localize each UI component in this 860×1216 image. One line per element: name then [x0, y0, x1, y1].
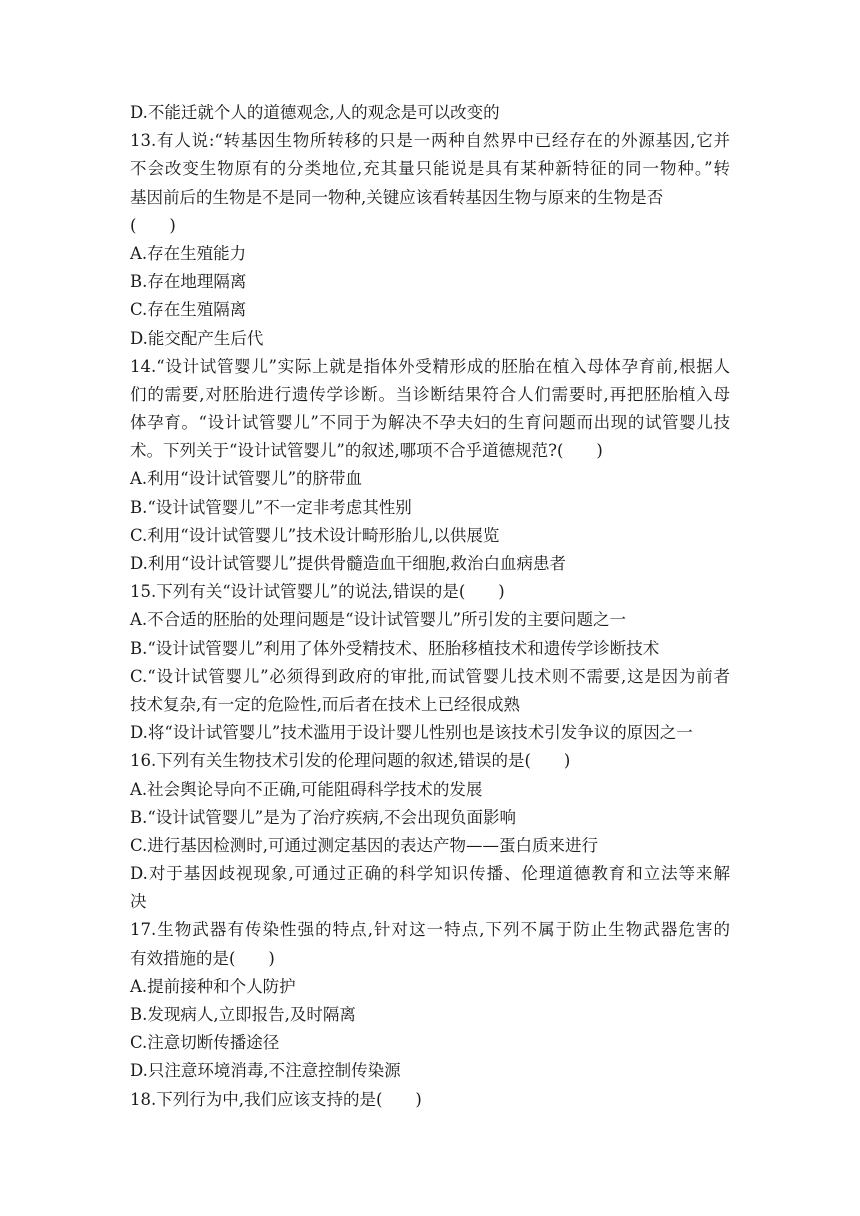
- question-17-stem: 有效措施的是( ): [130, 948, 275, 968]
- option-a: A.利用“设计试管婴儿”的脐带血: [130, 469, 363, 489]
- option-b: B.存在地理隔离: [130, 272, 247, 292]
- question-13-stem: 基因前后的生物是不是同一物种,关键应该看转基因生物与原来的生物是否: [130, 187, 664, 207]
- option-c: 技术复杂,有一定的危险性,而后者在技术上已经很成熟: [130, 694, 520, 714]
- option-c: C.利用“设计试管婴儿”技术设计畸形胎儿,以供展览: [130, 525, 500, 545]
- option-a: A.社会舆论导向不正确,可能阻碍科学技术的发展: [130, 779, 483, 799]
- option-d: 决: [130, 892, 147, 912]
- question-17-stem: 17.生物武器有传染性强的特点,针对这一特点,下列不属于防止生物武器危害的: [130, 920, 730, 940]
- document-page: [130, 99, 730, 1114]
- option-c: C.存在生殖隔离: [130, 300, 247, 320]
- question-16-stem: 16.下列有关生物技术引发的伦理问题的叙述,错误的是( ): [130, 751, 571, 771]
- question-14-stem: 体孕育。“设计试管婴儿”不同于为解决不孕夫妇的生育问题而出现的试管婴儿技: [130, 413, 730, 433]
- option-c: C.进行基因检测时,可通过测定基因的表达产物——蛋白质来进行: [130, 835, 599, 855]
- option-c: C.注意切断传播途径: [130, 1033, 280, 1053]
- question-13-stem: 不会改变生物原有的分类地位,充其量只能说是具有某种新特征的同一物种。”转: [130, 159, 730, 179]
- answer-blank: ( ): [130, 215, 176, 235]
- option-d: D.能交配产生后代: [130, 328, 264, 348]
- option-d: D.对于基因歧视现象,可通过正确的科学知识传播、伦理道德教育和立法等来解: [130, 864, 730, 884]
- option-a: A.不合适的胚胎的处理问题是“设计试管婴儿”所引发的主要问题之一: [130, 610, 627, 630]
- question-13-stem: 13.有人说:“转基因生物所转移的只是一两种自然界中已经存在的外源基因,它并: [130, 131, 730, 151]
- question-14-stem: 们的需要,对胚胎进行遗传学诊断。当诊断结果符合人们需要时,再把胚胎植入母: [130, 384, 730, 404]
- option-d: D.只注意环境消毒,不注意控制传染源: [130, 1061, 401, 1081]
- option-d: D.利用“设计试管婴儿”提供骨髓造血干细胞,救治白血病患者: [130, 554, 567, 573]
- option-d: D.将“设计试管婴儿”技术滥用于设计婴儿性别也是该技术引发争议的原因之一: [130, 723, 693, 743]
- question-15-stem: 15.下列有关“设计试管婴儿”的说法,错误的是( ): [130, 582, 505, 602]
- option-b: B.“设计试管婴儿”利用了体外受精技术、胚胎移植技术和遗传学诊断技术: [130, 638, 660, 658]
- option-b: B.“设计试管婴儿”是为了治疗疾病,不会出现负面影响: [130, 807, 516, 827]
- question-14-stem: 术。下列关于“设计试管婴儿”的叙述,哪项不合乎道德规范?( ): [130, 441, 603, 461]
- question-18-stem: 18.下列行为中,我们应该支持的是( ): [130, 1089, 422, 1109]
- question-14-stem: 14.“设计试管婴儿”实际上就是指体外受精形成的胚胎在植入母体孕育前,根据人: [130, 356, 730, 376]
- option-a: A.存在生殖能力: [130, 243, 247, 263]
- option-b: B.“设计试管婴儿”不一定非考虑其性别: [130, 497, 412, 517]
- option-a: A.提前接种和个人防护: [130, 976, 296, 996]
- text-line: D.不能迁就个人的道德观念,人的观念是可以改变的: [130, 103, 500, 122]
- option-c: C.“设计试管婴儿”必须得到政府的审批,而试管婴儿技术则不需要,这是因为前者: [130, 666, 730, 686]
- option-b: B.发现病人,立即报告,及时隔离: [130, 1005, 356, 1024]
